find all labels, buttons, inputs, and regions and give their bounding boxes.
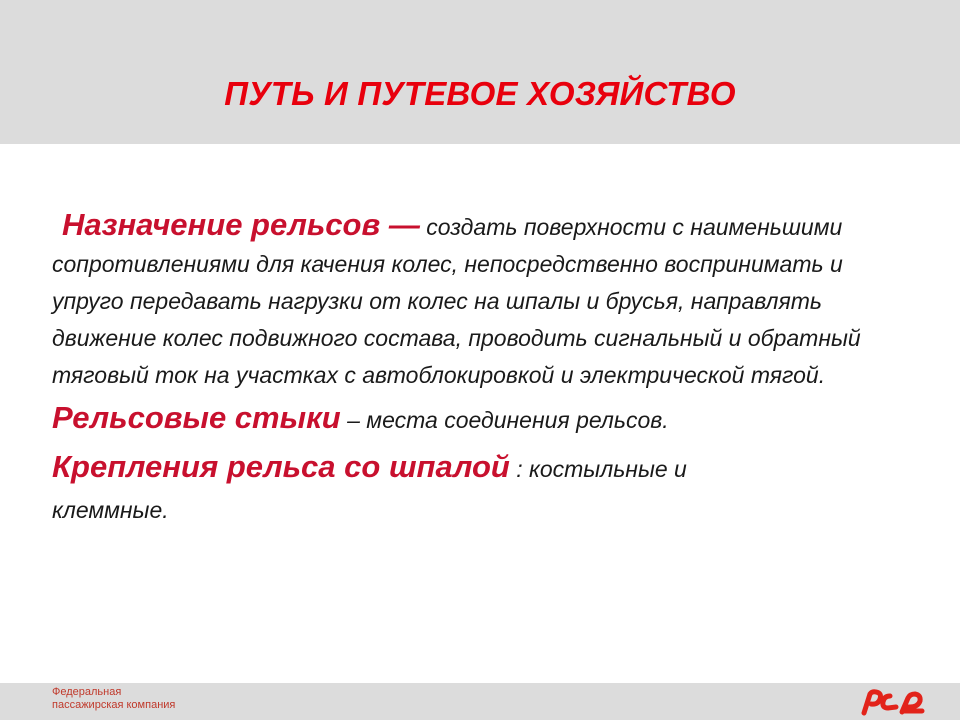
rails-purpose-definition: создать поверхности с наименьшими сопротивлениями для качения колес, непосредственно воспринимать и упруго передавать нагрузки от колес на шпалы и брусья, направлять движение колес подвижного состава, проводить сигнальный и обратный тяговый ток на участках с автоблокировкой и электрической тягой. — [52, 214, 861, 388]
rail-fastenings-definition-1: : костыльные и — [516, 456, 687, 482]
rails-purpose-term: Назначение рельсов — — [62, 207, 420, 242]
rail-joints-term: Рельсовые стыки — [52, 400, 341, 435]
company-name-line-1: Федеральная — [52, 686, 122, 698]
rzd-logo-icon — [858, 688, 928, 716]
rails-purpose-paragraph — [52, 206, 912, 394]
company-name-line-2: пассажирская компания — [52, 699, 176, 711]
company-name — [52, 686, 175, 712]
rail-joints-definition: – места соединения рельсов. — [347, 407, 669, 433]
rail-joints-paragraph — [52, 397, 912, 441]
rail-fastenings-term: Крепления рельса со шпалой — [52, 449, 510, 484]
slide-content — [52, 206, 912, 529]
rail-fastenings-definition-2: клеммные. — [52, 497, 169, 523]
rail-fastenings-paragraph — [52, 445, 912, 529]
slide-title: ПУТЬ И ПУТЕВОЕ ХОЗЯЙСТВО — [224, 75, 736, 112]
header-band — [0, 0, 960, 144]
